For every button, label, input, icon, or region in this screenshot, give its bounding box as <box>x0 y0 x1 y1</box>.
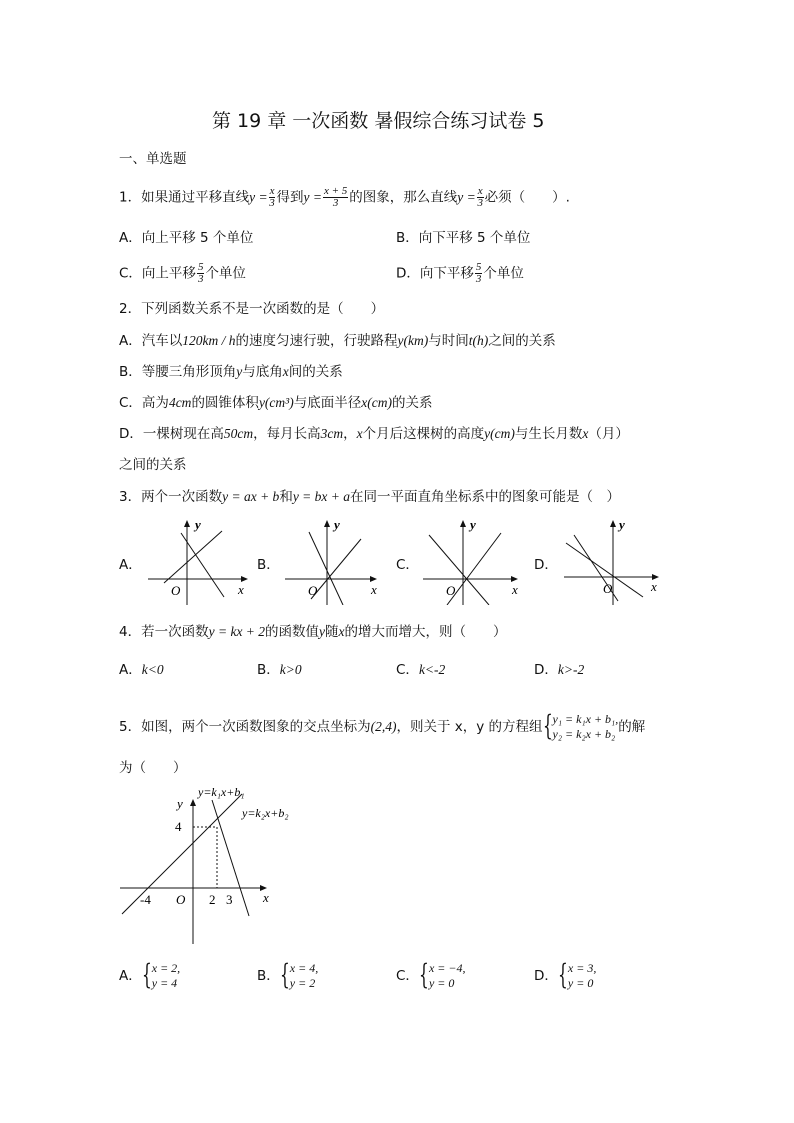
q5-equation-system: { y₁ = k₁x + b₁, y₂ = k₂x + b₂ <box>542 709 619 742</box>
q2-option-c[interactable]: C．高为4cm的圆锥体积y(cm³)与底面半径x(cm)的关系 <box>119 395 433 411</box>
graph-a-y-label: y <box>195 517 201 532</box>
q1-option-c[interactable]: C．向上平移 $\frac{5}{3}$ 个单位 <box>119 261 246 285</box>
q2-option-b[interactable]: B．等腰三角形顶角y与底角x间的关系 <box>119 364 343 380</box>
section-heading: 一、单选题 <box>119 151 187 167</box>
q5-line2-label: y=k₂x+b₂ <box>242 806 289 820</box>
q1-fraction-1: $\frac{x}{3}$ <box>269 185 275 209</box>
q1-option-b[interactable]: B．向下平移 5 个单位 <box>396 230 531 246</box>
graph-c-x-label: x <box>512 582 518 597</box>
question-5-continued: 为（ ） <box>119 760 187 776</box>
q1-text-2: 得到 <box>276 189 304 206</box>
q3-option-a-label[interactable]: A． <box>119 557 142 573</box>
q5-tick-4: 4 <box>175 819 182 834</box>
q1-option-a[interactable]: A．向上平移 5 个单位 <box>119 230 254 246</box>
graph-d-origin: O <box>603 581 613 596</box>
q4-option-b[interactable]: B．k>0 <box>257 662 302 678</box>
question-1 <box>119 186 570 209</box>
q5-tick-2: 2 <box>209 892 216 907</box>
graph-a-x-label: x <box>238 582 244 597</box>
q5-tick-3: 3 <box>226 892 233 907</box>
q3-graph-c[interactable] <box>420 515 530 605</box>
q1-yeq-2: y = <box>303 189 322 205</box>
q1-text-4: 必须（ ）. <box>484 189 570 206</box>
q1-yeq-3: y = <box>457 189 476 205</box>
q3-option-b-label[interactable]: B． <box>257 557 280 573</box>
question-3: 3．两个一次函数y = ax + b和y = bx + a在同一平面直角坐标系中的图象可能是（ ） <box>119 489 621 505</box>
graph-a-origin: O <box>171 583 181 598</box>
q3-graph-d[interactable] <box>561 515 671 605</box>
q5-option-c[interactable]: C． { x = −4, y = 0 <box>396 958 466 991</box>
q1-text-3: 的图象，那么直线 <box>349 189 458 206</box>
q2-option-a[interactable]: A．汽车以120km / h的速度匀速行驶，行驶路程y(km)与时间t(h)之间的关系 <box>119 333 556 349</box>
page-title: 第 19 章 一次函数 暑假综合练习试卷 5 <box>212 110 545 132</box>
q3-graph-a[interactable] <box>145 515 255 605</box>
q3-option-d-label[interactable]: D． <box>534 557 558 573</box>
q3-graph-b[interactable] <box>282 515 392 605</box>
graph-d-x-label: x <box>651 579 657 594</box>
graph-b-x-label: x <box>371 582 377 597</box>
q1-yeq-1: y = <box>249 189 268 205</box>
q5-x-label: x <box>263 890 269 905</box>
graph-d-y-label: y <box>619 517 625 532</box>
graph-c-origin: O <box>446 583 456 598</box>
q2-option-d[interactable]: D．一棵树现在高50cm，每月长高3cm，x个月后这棵树的高度y(cm)与生长月数x（月） <box>119 426 629 442</box>
question-5: 5．如图，两个一次函数图象的交点坐标为(2,4)，则关于 x，y 的方程组 { y₁ = k₁x + b₁, y₂ = k₂x + b₂ 的解 <box>119 709 646 742</box>
q5-option-d[interactable]: D． { x = 3, y = 0 <box>534 958 597 991</box>
q1-fraction-2: $\frac{x + 5}{3}$ <box>323 185 348 209</box>
q4-option-c[interactable]: C．k<-2 <box>396 662 446 678</box>
q5-y-label: y <box>177 796 183 811</box>
q1-text-1: 如果通过平移直线 <box>141 189 250 206</box>
q3-option-c-label[interactable]: C． <box>396 557 419 573</box>
q5-tick-neg4: -4 <box>140 892 151 907</box>
q5-option-a[interactable]: A． { x = 2, y = 4 <box>119 958 181 991</box>
q4-option-a[interactable]: A．k<0 <box>119 662 164 678</box>
graph-b-origin: O <box>308 583 318 598</box>
q4-option-d[interactable]: D．k>-2 <box>534 662 585 678</box>
q5-graph <box>118 782 308 947</box>
q1-number: 1． <box>119 189 142 206</box>
q1-option-d[interactable]: D．向下平移 $\frac{5}{3}$ 个单位 <box>396 261 524 285</box>
question-4: 4．若一次函数y = kx + 2的函数值y随x的增大而增大，则（ ） <box>119 624 507 640</box>
q5-origin: O <box>176 892 186 907</box>
q2-option-d-continued: 之间的关系 <box>119 457 187 473</box>
graph-b-y-label: y <box>334 517 340 532</box>
q5-option-b[interactable]: B． { x = 4, y = 2 <box>257 958 319 991</box>
q5-line1-label: y=k₁x+b₁ <box>198 785 245 799</box>
graph-c-y-label: y <box>470 517 476 532</box>
q1-fraction-3: $\frac{x}{3}$ <box>477 185 483 209</box>
question-2: 2．下列函数关系不是一次函数的是（ ） <box>119 301 385 317</box>
